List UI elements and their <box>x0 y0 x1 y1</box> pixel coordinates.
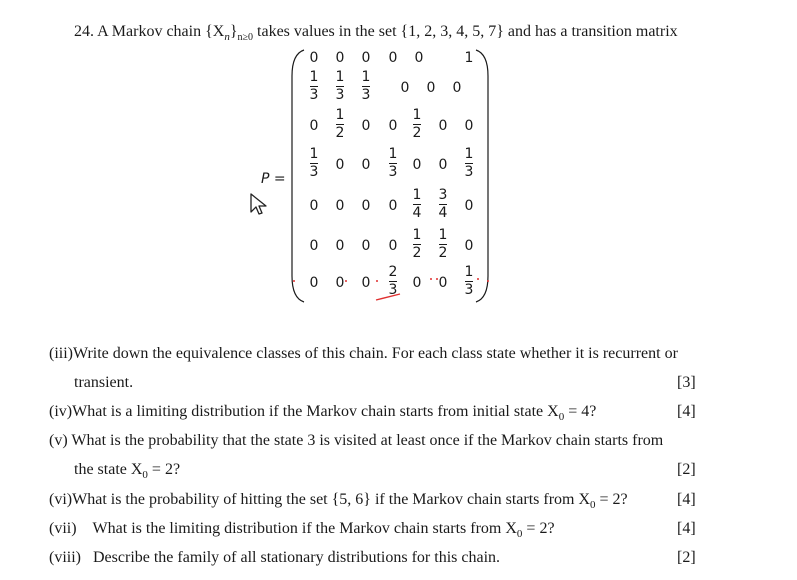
matrix-entry: 0 <box>361 275 371 291</box>
matrix-entry: 1 3 <box>309 69 319 104</box>
part-vi: (vi)What is the probability of hitting the set {5, 6} if the Markov chain starts from $X_0 = 2$? <box>49 491 628 512</box>
red-dot <box>376 280 378 282</box>
part-iii-cont: transient. <box>74 374 134 391</box>
matrix-entry: 0 <box>335 238 345 254</box>
question-intro <box>74 23 678 43</box>
matrix-entry: 0 <box>412 157 422 173</box>
part-viii: (viii) Describe the family of all stationary distributions for this chain. <box>49 549 501 566</box>
red-dot <box>487 280 489 282</box>
matrix-entry: 0 <box>361 118 371 134</box>
matrix-entry: 1 2 <box>438 227 448 262</box>
matrix-entry: 0 <box>438 118 448 134</box>
matrix-entry: 0 <box>361 50 371 66</box>
matrix-entry: 1 4 <box>412 187 422 222</box>
matrix-entry: 0 <box>309 118 319 134</box>
matrix-entry: 1 3 <box>464 146 474 181</box>
matrix-entry: 0 <box>464 118 474 134</box>
matrix-entry: 1 3 <box>388 146 398 181</box>
matrix-entry: 0 <box>388 50 398 66</box>
part-vi-marks: [4] <box>677 491 696 508</box>
matrix-entry: 0 <box>400 80 410 96</box>
matrix-entry: 1 2 <box>412 227 422 262</box>
matrix-entry: 0 <box>414 50 424 66</box>
red-dot <box>436 278 438 280</box>
matrix-entry: 1 3 <box>335 69 345 104</box>
matrix-entry: 0 <box>309 275 319 291</box>
part-v-marks: [2] <box>677 461 696 478</box>
matrix-entry: 3 4 <box>438 187 448 222</box>
matrix-entry: 2 3 <box>388 264 398 299</box>
part-iii: (iii)Write down the equivalence classes of this chain. For each class state whether it is recurrent or <box>49 345 678 362</box>
red-dot <box>293 280 295 282</box>
question-intro-text: A Markov chain $\{X_n\}_{n\ge 0}$ takes values in the set {1, 2, 3, 4, 5, 7} and has a transition matrix <box>97 23 678 44</box>
part-viii-marks: [2] <box>677 549 696 566</box>
matrix-entry: 0 <box>438 275 448 291</box>
matrix-entry: 0 <box>361 238 371 254</box>
red-dot <box>345 280 347 282</box>
matrix-entry: 1 2 <box>412 107 422 142</box>
matrix-entry: 0 <box>361 198 371 214</box>
red-annotation-stroke <box>374 290 404 302</box>
matrix-entry: 0 <box>412 275 422 291</box>
matrix-entry: 0 <box>388 198 398 214</box>
matrix-entry: 0 <box>309 198 319 214</box>
part-vii: (vii) What is the limiting distribution if the Markov chain starts from $X_0 = 2$? <box>49 520 555 541</box>
part-iv-marks: [4] <box>677 403 696 420</box>
matrix-entry: 0 <box>361 157 371 173</box>
matrix-entry: 1 3 <box>464 264 474 299</box>
matrix-entry: 1 <box>464 50 474 66</box>
matrix-entry: 0 <box>388 238 398 254</box>
matrix-entry: 0 <box>335 198 345 214</box>
matrix-entry: 0 <box>335 157 345 173</box>
part-iv: (iv)What is a limiting distribution if the Markov chain starts from initial state $X_0 = 4$? <box>49 403 597 424</box>
red-dot <box>477 278 479 280</box>
part-v-cont: the state $X_0 = 2$? <box>74 461 181 482</box>
matrix-entry: 1 3 <box>309 146 319 181</box>
matrix-entry: 0 <box>335 50 345 66</box>
part-vii-marks: [4] <box>677 520 696 537</box>
part-iii-marks: [3] <box>677 374 696 391</box>
matrix-entry: 0 <box>309 238 319 254</box>
matrix-entry: 0 <box>464 238 474 254</box>
matrix-entry: 0 <box>335 275 345 291</box>
matrix-entry: 0 <box>438 157 448 173</box>
red-dot <box>430 278 432 280</box>
matrix-entry: 1 2 <box>335 107 345 142</box>
matrix-entry: 1 3 <box>361 69 371 104</box>
mouse-pointer-icon <box>249 192 269 216</box>
question-number: 24. <box>74 23 94 40</box>
part-v: (v) What is the probability that the state 3 is visited at least once if the Markov chain starts from <box>49 432 664 449</box>
matrix-entry: 0 <box>309 50 319 66</box>
matrix-entry: 0 <box>388 118 398 134</box>
matrix-entry: 0 <box>452 80 462 96</box>
matrix-entry: 0 <box>464 198 474 214</box>
matrix-entry: 0 <box>426 80 436 96</box>
matrix-label: P = <box>261 171 286 187</box>
